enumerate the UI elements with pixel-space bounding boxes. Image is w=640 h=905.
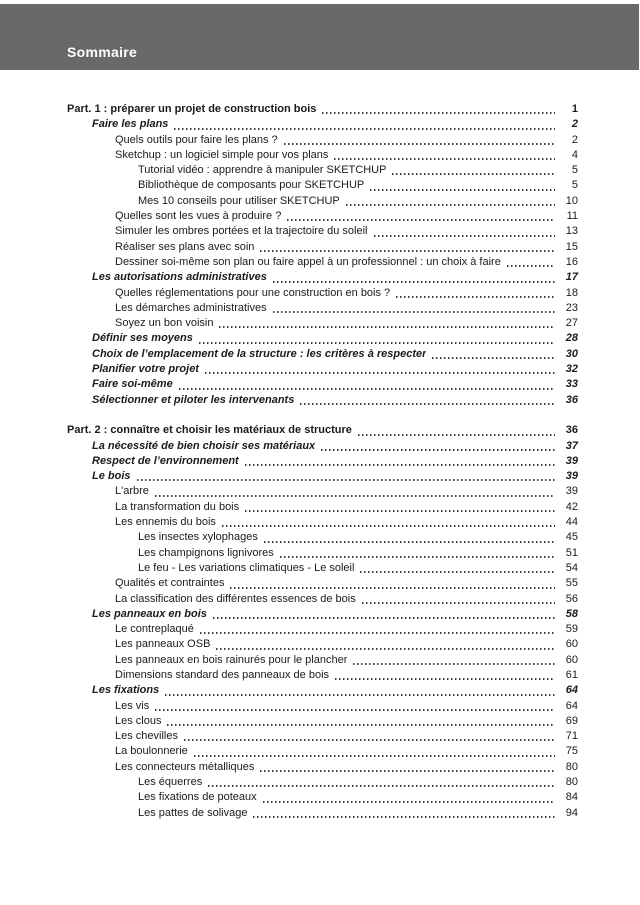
toc-entry-page: 16 [565,255,578,268]
toc-entry-label: Respect de l’environnement [92,454,239,467]
dot-leader [370,189,555,191]
toc-entry [0,102,578,117]
dot-leader [360,571,555,573]
toc-entry [0,423,578,438]
toc-entry [0,484,578,499]
toc-entry-page: 32 [565,363,578,376]
toc-entry [0,790,578,805]
dot-leader [334,158,555,160]
toc-entry-page: 5 [571,164,578,177]
dot-leader [222,525,555,527]
toc-entry-label: Planifier votre projet [92,363,199,376]
dot-leader [219,326,555,328]
toc-entry-page: 39 [565,470,578,483]
toc-entry [0,760,578,775]
toc-entry-label: Les chevilles [115,730,178,743]
toc-entry [0,775,578,790]
toc-entry [0,393,578,408]
toc-entry-page: 45 [565,531,578,544]
toc-entry-page: 42 [565,500,578,513]
header-bar [0,4,639,70]
toc-entry-label: Les connecteurs métalliques [115,760,255,773]
toc-entry-label: Dessiner soi-même son plan ou faire appel à un professionnel : un choix à faire [115,255,501,268]
toc-entry-page: 37 [565,439,578,452]
toc-entry [0,194,578,209]
toc-entry-page: 17 [565,271,578,284]
toc-entry-label: Les vis [115,699,150,712]
toc-entry-page: 39 [565,485,578,498]
toc-entry-page: 2 [571,118,578,131]
toc-entry [0,561,578,576]
dot-leader [300,403,555,405]
toc-entry-page: 13 [565,225,578,238]
dot-leader [174,128,555,130]
dot-leader [137,479,555,481]
toc-entry [0,316,578,331]
toc-entry-label: Sketchup : un logiciel simple pour vos plans [115,148,329,161]
toc-entry-page: 1 [571,103,578,115]
toc-entry [0,576,578,591]
dot-leader [199,342,555,344]
toc-entry [0,546,578,561]
toc-entry-page: 2 [571,133,578,146]
dot-leader [273,311,555,313]
toc-entry-label: Les fixations [92,684,160,697]
toc-entry-label: La boulonnerie [115,745,188,758]
dot-leader [213,617,555,619]
toc-entry [0,270,578,285]
toc-entry-page: 11 [566,210,578,223]
dot-leader [396,296,555,298]
toc-entry-page: 56 [565,592,578,605]
toc-entry-page: 64 [565,684,578,697]
dot-leader [200,632,555,634]
toc-entry [0,209,578,224]
toc-entry-label: Les fixations de poteaux [138,791,257,804]
dot-leader [184,739,555,741]
dot-leader [260,770,555,772]
dot-leader [335,678,555,680]
toc-entry [0,178,578,193]
toc-entry [0,637,578,652]
toc-entry-label: Faire soi-même [92,378,173,391]
toc-entry-label: Les autorisations administratives [92,271,267,284]
toc-entry [0,607,578,622]
dot-leader [155,495,555,497]
dot-leader [358,434,555,436]
toc-entry-page: 60 [565,638,578,651]
dot-leader [264,541,555,543]
dot-leader [392,173,555,175]
toc-entry [0,454,578,469]
toc-entry-page: 59 [565,623,578,636]
toc-entry-label: La classification des différentes essences de bois [115,592,356,605]
toc-entry-label: Part. 2 : connaître et choisir les matériaux de structure [67,424,352,437]
toc-entry [0,148,578,163]
toc-entry-page: 15 [565,240,578,253]
toc-entry-page: 60 [565,653,578,666]
toc-entry-page: 51 [565,546,578,559]
toc-entry-label: L'arbre [115,485,149,498]
toc-entry [0,744,578,759]
dot-leader [353,663,555,665]
toc-entry [0,331,578,346]
dot-leader [322,112,555,114]
toc-entry-page: 5 [571,179,578,192]
toc-entry [0,714,578,729]
dot-leader [205,372,555,374]
toc-entry-page: 36 [565,393,578,406]
toc-entry-label: Les insectes xylophages [138,531,258,544]
toc-entry-page: 84 [565,791,578,804]
toc-entry-label: Les panneaux en bois [92,607,207,620]
toc-entry [0,286,578,301]
toc-entry [0,668,578,683]
toc-entry-page: 39 [565,454,578,467]
toc-entry-label: Faire les plans [92,118,169,131]
dot-leader [321,449,555,451]
toc-entry-page: 28 [565,332,578,345]
dot-leader [155,709,555,711]
dot-leader [194,755,555,757]
toc-entry-label: Quelles sont les vues à produire ? [115,210,282,223]
toc-entry-page: 64 [565,699,578,712]
toc-entry-label: La transformation du bois [115,500,240,513]
dot-leader [179,388,555,390]
dot-leader [507,265,555,267]
toc-entry-page: 58 [565,607,578,620]
toc-entry-label: Part. 1 : préparer un projet de construction bois [67,103,317,115]
toc-entry-page: 54 [565,561,578,574]
toc-entry [0,117,578,132]
toc-entry-page: 61 [565,668,578,681]
toc-entry-label: Les pattes de solivage [138,806,248,819]
toc-entry [0,224,578,239]
toc-entry [0,622,578,637]
toc-entry-page: 75 [565,745,578,758]
toc-entry [0,240,578,255]
toc-entry-label: Définir ses moyens [92,332,193,345]
toc-entry [0,133,578,148]
toc-entry-label: Choix de l’emplacement de la structure : les critères à respecter [92,347,427,360]
toc-entry [0,729,578,744]
toc-entry [0,683,578,698]
toc-entry-page: 94 [565,806,578,819]
toc-entry-page: 30 [565,347,578,360]
toc-entry-page: 80 [565,760,578,773]
toc-entry [0,377,578,392]
toc-entry-label: Dimensions standard des panneaux de bois [115,668,330,681]
dot-leader [253,816,555,818]
toc-entry [0,806,578,821]
toc-entry-label: Soyez un bon voisin [115,317,214,330]
toc-entry-label: Les champignons lignivores [138,546,274,559]
toc-entry-page: 36 [565,424,578,437]
dot-leader [260,250,555,252]
toc-entry [0,439,578,454]
toc-entry-label: Réaliser ses plans avec soin [115,240,255,253]
toc-entry [0,530,578,545]
toc-section [0,102,578,408]
dot-leader [374,235,555,237]
toc-entry-page: 80 [565,776,578,789]
toc-entry-label: Quels outils pour faire les plans ? [115,133,278,146]
toc-entry-label: Le feu - Les variations climatiques - Le soleil [138,561,355,574]
page-title: Sommaire [67,44,138,60]
toc-entry-page: 55 [565,577,578,590]
toc-entry [0,500,578,515]
toc-section [0,423,578,821]
dot-leader [263,801,555,803]
toc-entry [0,592,578,607]
dot-leader [362,602,555,604]
toc-entry [0,515,578,530]
toc-entry-page: 23 [565,301,578,314]
toc-entry-label: Simuler les ombres portées et la trajectoire du soleil [115,225,368,238]
toc-entry [0,699,578,714]
toc-entry-label: Les équerres [138,776,203,789]
dot-leader [280,556,555,558]
toc-entry-page: 44 [565,516,578,529]
dot-leader [208,785,555,787]
toc-entry-page: 4 [571,148,578,161]
dot-leader [167,724,555,726]
toc-entry-label: Quelles réglementations pour une construction en bois ? [115,286,391,299]
toc-entry-page: 18 [565,286,578,299]
toc-entry-label: Les démarches administratives [115,301,267,314]
dot-leader [432,357,555,359]
toc-entry-label: Le contreplaqué [115,623,194,636]
toc-entry-page: 71 [565,730,578,743]
dot-leader [284,143,555,145]
dot-leader [245,464,555,466]
toc-entry-label: Bibliothèque de composants pour SKETCHUP [138,179,365,192]
dot-leader [287,219,555,221]
dot-leader [346,204,555,206]
dot-leader [273,281,555,283]
toc-entry [0,347,578,362]
toc-entry-label: Les panneaux OSB [115,638,211,651]
toc-entry [0,362,578,377]
toc-entry-label: La nécessité de bien choisir ses matériaux [92,439,316,452]
dot-leader [230,587,555,589]
toc-entry [0,469,578,484]
toc-entry-label: Mes 10 conseils pour utiliser SKETCHUP [138,194,340,207]
toc-entry-page: 69 [565,714,578,727]
toc-entry-page: 33 [565,378,578,391]
dot-leader [245,510,555,512]
toc-entry-label: Le bois [92,470,131,483]
toc-entry-label: Qualités et contraintes [115,577,225,590]
toc-entry-label: Sélectionner et piloter les intervenants [92,393,295,406]
toc-entry-label: Les clous [115,714,162,727]
toc-entry [0,301,578,316]
toc-entry [0,163,578,178]
toc-entry [0,255,578,270]
toc-entry [0,653,578,668]
dot-leader [165,694,555,696]
toc-entry-page: 10 [565,194,578,207]
toc [0,102,578,821]
toc-entry-label: Les ennemis du bois [115,516,216,529]
toc-entry-label: Les panneaux en bois rainurés pour le plancher [115,653,348,666]
toc-entry-label: Tutorial vidéo : apprendre à manipuler SKETCHUP [138,164,387,177]
dot-leader [216,648,555,650]
toc-entry-page: 27 [565,317,578,330]
